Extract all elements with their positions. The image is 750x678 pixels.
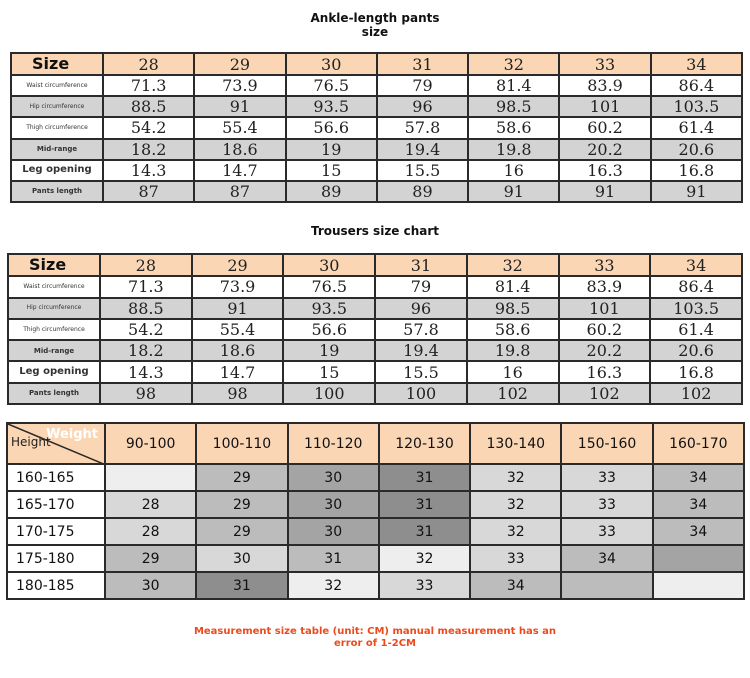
measurement-value: 76.5 [283, 276, 375, 297]
measurement-value: 79 [377, 75, 468, 96]
measurement-value: 87 [103, 181, 194, 202]
measurement-label: Thigh circumference [11, 117, 103, 138]
measurement-value: 91 [651, 181, 742, 202]
size-column-header: 33 [559, 254, 651, 276]
measurement-label: Waist circumference [11, 75, 103, 96]
size-column-header: 29 [192, 254, 284, 276]
measurement-value: 81.4 [468, 75, 559, 96]
height-label: 160-165 [7, 464, 105, 491]
measurement-value: 98.5 [468, 96, 559, 117]
measurement-value: 19.4 [377, 139, 468, 160]
measurement-value: 19.8 [468, 139, 559, 160]
recommended-size-cell: 32 [379, 545, 470, 572]
measurement-value: 60.2 [559, 117, 650, 138]
size-header-label: Size [11, 53, 103, 75]
recommended-size-cell: 34 [653, 518, 744, 545]
measurement-value: 14.7 [192, 361, 284, 382]
recommended-size-cell: 29 [196, 491, 287, 518]
measurement-value: 93.5 [286, 96, 377, 117]
measurement-value: 86.4 [651, 75, 742, 96]
size-column-header: 34 [651, 53, 742, 75]
measurement-value: 19 [286, 139, 377, 160]
measurement-value: 88.5 [103, 96, 194, 117]
measurement-value: 96 [377, 96, 468, 117]
recommended-size-cell: 33 [561, 518, 652, 545]
measurement-value: 98 [100, 383, 192, 404]
chart1-title-line1: Ankle-length pants [310, 11, 440, 25]
weight-header-row [7, 423, 744, 464]
measurement-value: 19.8 [467, 340, 559, 361]
size-column-header: 30 [286, 53, 377, 75]
measurement-note-line2: error of 1-2CM [334, 638, 416, 649]
measurement-value: 89 [377, 181, 468, 202]
measurement-value: 83.9 [559, 276, 651, 297]
measurement-value: 16 [467, 361, 559, 382]
size-column-header: 29 [194, 53, 285, 75]
measurement-value: 98 [192, 383, 284, 404]
measurement-value: 18.6 [192, 340, 284, 361]
measurement-row [8, 340, 742, 361]
recommended-size-cell: 30 [105, 572, 196, 599]
weight-label: Weight [46, 427, 98, 442]
size-column-header: 28 [100, 254, 192, 276]
measurement-value: 101 [559, 96, 650, 117]
recommended-size-cell [653, 545, 744, 572]
measurement-value: 20.6 [650, 340, 742, 361]
measurement-value: 91 [192, 298, 284, 319]
measurement-label: Pants length [8, 383, 100, 404]
height-label: 165-170 [7, 491, 105, 518]
measurement-value: 96 [375, 298, 467, 319]
measurement-value: 89 [286, 181, 377, 202]
measurement-label: Mid-range [8, 340, 100, 361]
measurement-value: 100 [283, 383, 375, 404]
recommended-size-cell: 29 [196, 464, 287, 491]
measurement-row [11, 96, 742, 117]
recommended-size-cell: 32 [470, 518, 561, 545]
recommended-size-cell: 31 [288, 545, 379, 572]
size-column-header: 31 [377, 53, 468, 75]
chart1-title-line2: size [361, 25, 389, 39]
size-column-header: 30 [283, 254, 375, 276]
measurement-label: Thigh circumference [8, 319, 100, 340]
recommended-size-cell: 34 [653, 491, 744, 518]
measurement-value: 57.8 [377, 117, 468, 138]
measurement-value: 73.9 [192, 276, 284, 297]
size-column-header: 34 [650, 254, 742, 276]
size-column-header: 31 [375, 254, 467, 276]
measurement-value: 76.5 [286, 75, 377, 96]
recommended-size-cell: 30 [196, 545, 287, 572]
recommended-size-cell [653, 572, 744, 599]
recommended-size-cell: 32 [470, 464, 561, 491]
measurement-value: 14.7 [194, 160, 285, 181]
height-label: 175-180 [7, 545, 105, 572]
measurement-value: 56.6 [286, 117, 377, 138]
measurement-value: 19.4 [375, 340, 467, 361]
measurement-value: 61.4 [651, 117, 742, 138]
measurement-value: 91 [559, 181, 650, 202]
measurement-row [8, 361, 742, 382]
measurement-value: 18.2 [103, 139, 194, 160]
measurement-value: 14.3 [103, 160, 194, 181]
measurement-value: 20.2 [559, 139, 650, 160]
recommended-size-cell: 32 [288, 572, 379, 599]
height-row [7, 545, 744, 572]
weight-column-header: 110-120 [288, 423, 379, 464]
measurement-label: Leg opening [11, 160, 103, 181]
recommended-size-cell: 28 [105, 491, 196, 518]
measurement-value: 79 [375, 276, 467, 297]
weight-column-header: 160-170 [653, 423, 744, 464]
measurement-row [11, 75, 742, 96]
measurement-row [8, 276, 742, 297]
measurement-value: 87 [194, 181, 285, 202]
height-row [7, 572, 744, 599]
height-row [7, 464, 744, 491]
size-header-row [11, 53, 742, 75]
measurement-value: 18.2 [100, 340, 192, 361]
height-label: Height [11, 435, 51, 449]
measurement-value: 15.5 [377, 160, 468, 181]
recommended-size-cell [105, 464, 196, 491]
measurement-value: 103.5 [651, 96, 742, 117]
measurement-note [0, 626, 750, 650]
measurement-row [8, 298, 742, 319]
measurement-value: 54.2 [100, 319, 192, 340]
measurement-value: 55.4 [192, 319, 284, 340]
height-row [7, 491, 744, 518]
measurement-label: Hip circumference [8, 298, 100, 319]
recommended-size-cell: 30 [288, 491, 379, 518]
measurement-value: 98.5 [467, 298, 559, 319]
measurement-row [8, 319, 742, 340]
recommended-size-cell: 33 [561, 491, 652, 518]
weight-height-size-table [6, 422, 745, 600]
size-column-header: 32 [468, 53, 559, 75]
weight-column-header: 130-140 [470, 423, 561, 464]
recommended-size-cell: 31 [196, 572, 287, 599]
measurement-value: 71.3 [100, 276, 192, 297]
trousers-size-table [7, 253, 743, 405]
recommended-size-cell: 34 [470, 572, 561, 599]
measurement-value: 71.3 [103, 75, 194, 96]
measurement-value: 16.8 [650, 361, 742, 382]
measurement-value: 73.9 [194, 75, 285, 96]
size-column-header: 28 [103, 53, 194, 75]
measurement-value: 58.6 [467, 319, 559, 340]
measurement-value: 54.2 [103, 117, 194, 138]
recommended-size-cell: 33 [561, 464, 652, 491]
measurement-note-line1: Measurement size table (unit: CM) manual measurement has an [193, 626, 557, 637]
measurement-value: 103.5 [650, 298, 742, 319]
measurement-value: 100 [375, 383, 467, 404]
measurement-row [11, 160, 742, 181]
weight-height-corner [7, 423, 105, 464]
recommended-size-cell: 30 [288, 464, 379, 491]
measurement-value: 58.6 [468, 117, 559, 138]
recommended-size-cell: 31 [379, 464, 470, 491]
measurement-value: 16.3 [559, 160, 650, 181]
height-row [7, 518, 744, 545]
measurement-value: 83.9 [559, 75, 650, 96]
size-header-label: Size [8, 254, 100, 276]
measurement-value: 93.5 [283, 298, 375, 319]
recommended-size-cell: 29 [105, 545, 196, 572]
recommended-size-cell: 32 [470, 491, 561, 518]
measurement-row [11, 117, 742, 138]
measurement-value: 91 [468, 181, 559, 202]
recommended-size-cell: 33 [379, 572, 470, 599]
measurement-value: 20.2 [559, 340, 651, 361]
measurement-value: 102 [650, 383, 742, 404]
ankle-pants-size-table [10, 52, 743, 203]
measurement-value: 102 [559, 383, 651, 404]
measurement-value: 101 [559, 298, 651, 319]
measurement-value: 15.5 [375, 361, 467, 382]
size-column-header: 32 [467, 254, 559, 276]
weight-column-header: 100-110 [196, 423, 287, 464]
measurement-value: 55.4 [194, 117, 285, 138]
size-header-row [8, 254, 742, 276]
measurement-value: 15 [283, 361, 375, 382]
measurement-label: Hip circumference [11, 96, 103, 117]
measurement-value: 102 [467, 383, 559, 404]
chart1-title [0, 11, 750, 39]
measurement-label: Waist circumference [8, 276, 100, 297]
height-label: 180-185 [7, 572, 105, 599]
measurement-row [8, 383, 742, 404]
weight-column-header: 150-160 [561, 423, 652, 464]
measurement-value: 56.6 [283, 319, 375, 340]
size-column-header: 33 [559, 53, 650, 75]
measurement-value: 60.2 [559, 319, 651, 340]
recommended-size-cell [561, 572, 652, 599]
measurement-value: 20.6 [651, 139, 742, 160]
measurement-value: 91 [194, 96, 285, 117]
recommended-size-cell: 33 [470, 545, 561, 572]
recommended-size-cell: 31 [379, 518, 470, 545]
measurement-value: 15 [286, 160, 377, 181]
recommended-size-cell: 34 [561, 545, 652, 572]
measurement-value: 14.3 [100, 361, 192, 382]
measurement-value: 88.5 [100, 298, 192, 319]
measurement-value: 19 [283, 340, 375, 361]
measurement-label: Mid-range [11, 139, 103, 160]
weight-column-header: 90-100 [105, 423, 196, 464]
measurement-value: 86.4 [650, 276, 742, 297]
measurement-value: 16.3 [559, 361, 651, 382]
measurement-value: 81.4 [467, 276, 559, 297]
measurement-row [11, 181, 742, 202]
recommended-size-cell: 30 [288, 518, 379, 545]
recommended-size-cell: 29 [196, 518, 287, 545]
measurement-label: Leg opening [8, 361, 100, 382]
recommended-size-cell: 28 [105, 518, 196, 545]
measurement-row [11, 139, 742, 160]
measurement-value: 61.4 [650, 319, 742, 340]
chart2-title: Trousers size chart [310, 224, 440, 238]
measurement-value: 18.6 [194, 139, 285, 160]
recommended-size-cell: 34 [653, 464, 744, 491]
weight-column-header: 120-130 [379, 423, 470, 464]
measurement-label: Pants length [11, 181, 103, 202]
recommended-size-cell: 31 [379, 491, 470, 518]
measurement-value: 57.8 [375, 319, 467, 340]
height-label: 170-175 [7, 518, 105, 545]
measurement-value: 16.8 [651, 160, 742, 181]
measurement-value: 16 [468, 160, 559, 181]
